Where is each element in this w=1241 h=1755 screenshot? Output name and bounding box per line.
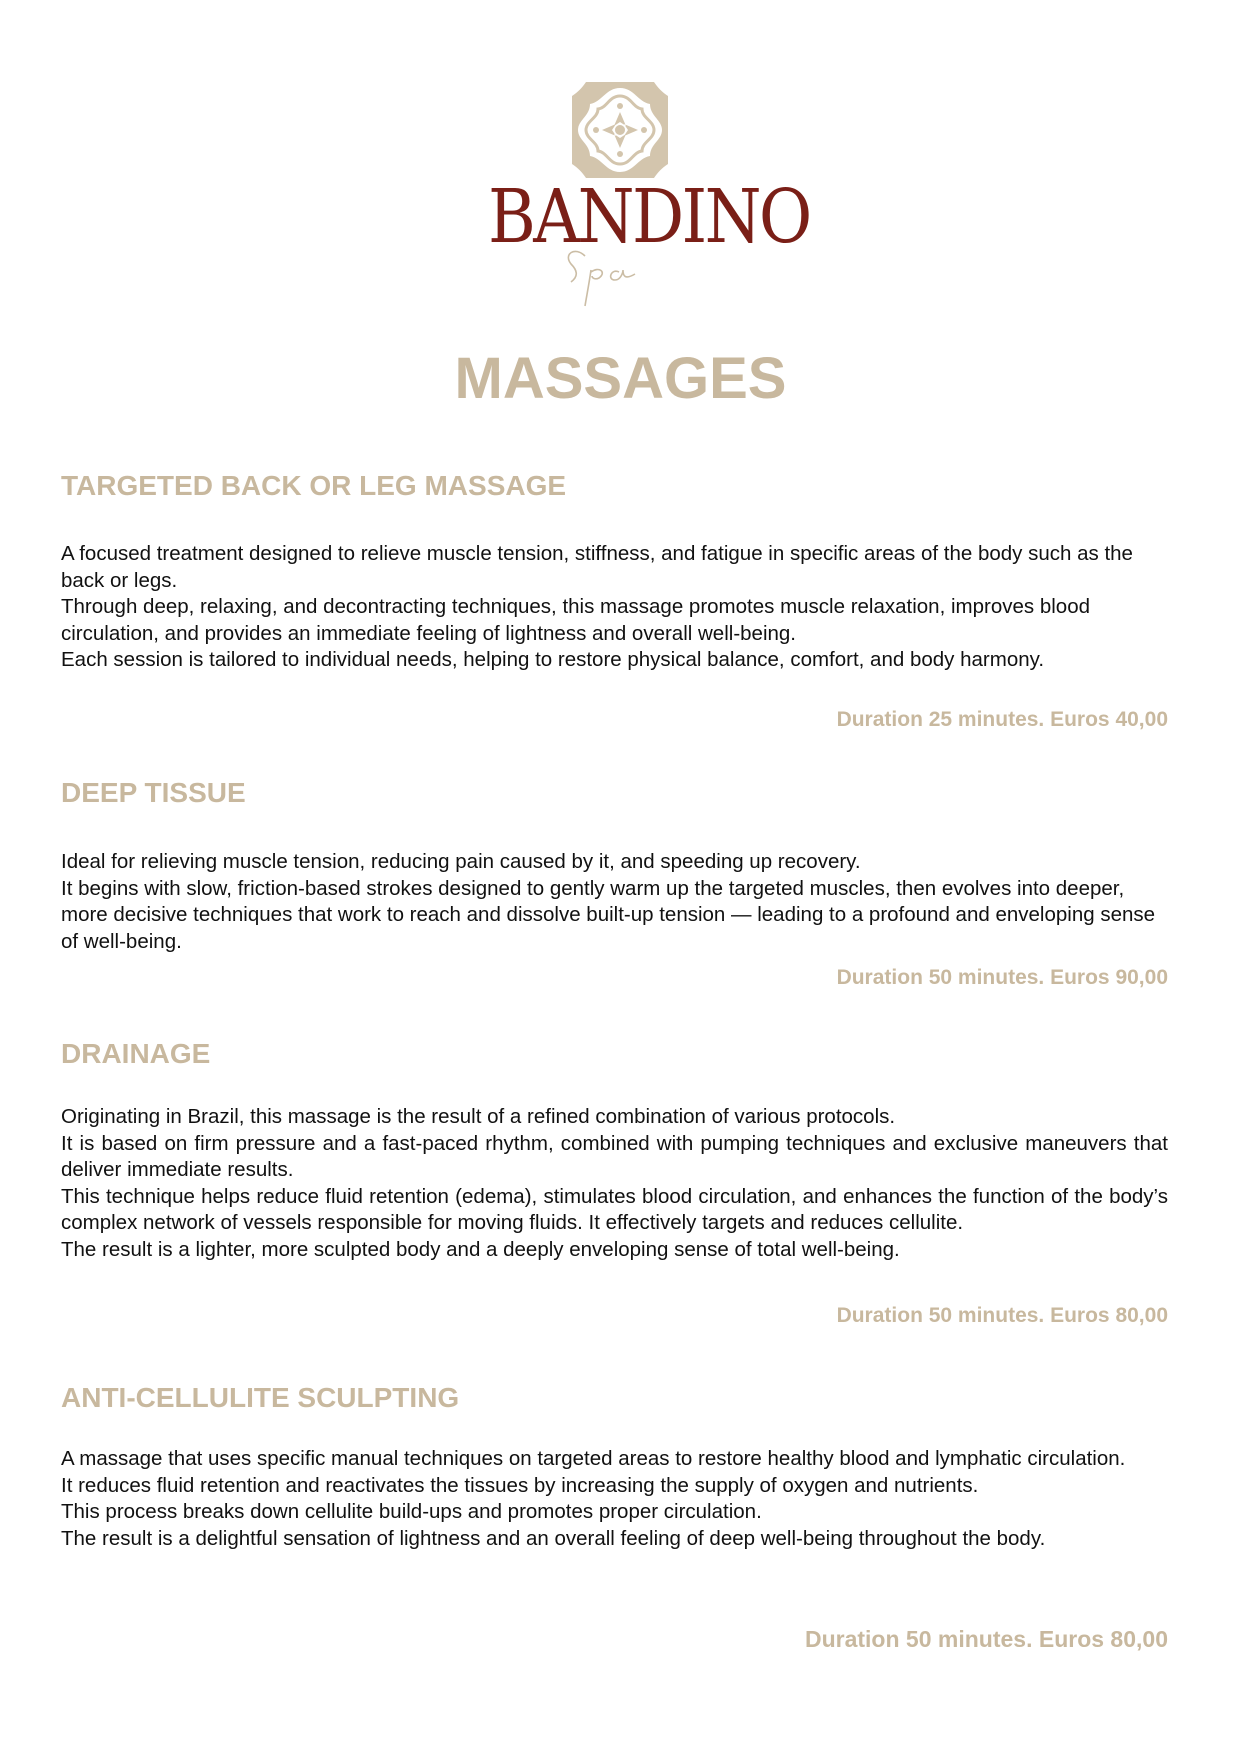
paragraph: Originating in Brazil, this massage is the result of a refined combination of various protocols. [61,1105,896,1128]
brand-subtitle-script [545,240,695,310]
section-body-anti-cellulite [61,1446,1168,1552]
page-title: MASSAGES [454,346,787,411]
section-title-drainage: DRAINAGE [61,1038,211,1069]
paragraph: This process breaks down cellulite build-ups and promotes proper circulation. [61,1500,762,1523]
price-duration-targeted-massage: Duration 25 minutes. Euros 40,00 [836,708,1168,731]
section-title-anti-cellulite: ANTI-CELLULITE SCULPTING [61,1382,460,1413]
brand-name: BANDINO [488,174,810,260]
paragraph: Each session is tailored to individual needs, helping to restore physical balance, comfort, and body harmony. [61,648,1045,671]
ornamental-tile-icon [572,82,668,178]
section-body-deep-tissue [61,849,1168,955]
paragraph: It begins with slow, friction-based strokes designed to gently warm up the targeted muscles, then evolves into deeper, more decisive techniques that work to reach and dissolve built-up tension — leading to a profound and enveloping sense of well-being. [61,876,1156,953]
paragraph: It is based on firm pressure and a fast-paced rhythm, combined with pumping techniques and exclusive maneuvers that deliver immediate results. [61,1131,1168,1181]
section-title-deep-tissue: DEEP TISSUE [61,777,246,808]
price-duration-deep-tissue: Duration 50 minutes. Euros 90,00 [836,966,1168,989]
price-duration-anti-cellulite: Duration 50 minutes. Euros 80,00 [804,1626,1168,1652]
paragraph: A focused treatment designed to relieve muscle tension, stiffness, and fatigue in specific areas of the body such as the back or legs. [61,542,1133,592]
paragraph: Through deep, relaxing, and decontracting techniques, this massage promotes muscle relaxation, improves blood circulation, and provides an immediate feeling of lightness and overall well-being. [61,595,1090,645]
section-body-drainage [61,1104,1168,1263]
paragraph: The result is a delightful sensation of lightness and an overall feeling of deep well-being throughout the body. [61,1526,1046,1550]
paragraph: A massage that uses specific manual techniques on targeted areas to restore healthy blood and lymphatic circulation. [61,1447,1126,1470]
paragraph: This technique helps reduce fluid retention (edema), stimulates blood circulation, and enhances the function of the body’s complex network of vessels responsible for moving fluids. It effectively targets and reduces cellulite. [61,1184,1168,1234]
paragraph: The result is a lighter, more sculpted body and a deeply enveloping sense of total well-being. [61,1237,900,1261]
paragraph: Ideal for relieving muscle tension, reducing pain caused by it, and speeding up recovery. [61,850,861,873]
paragraph: It reduces fluid retention and reactivates the tissues by increasing the supply of oxygen and nutrients. [61,1473,979,1497]
price-duration-drainage: Duration 50 minutes. Euros 80,00 [836,1304,1168,1327]
section-body-targeted-massage [61,541,1168,674]
section-title-targeted-massage: TARGETED BACK OR LEG MASSAGE [61,470,567,501]
